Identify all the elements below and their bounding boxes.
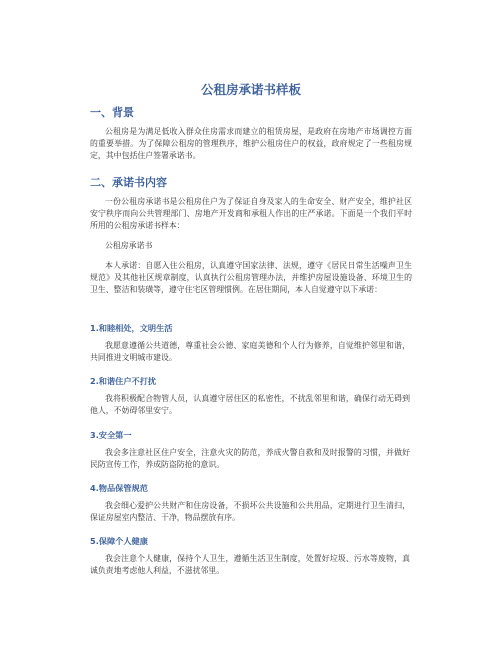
commitment-text-1: 我愿意遵循公共道德，尊重社会公德、家庭美德和个人行为修养，自觉维护邻里和谐，共同推进文明城市建设。 — [90, 341, 410, 363]
commitment-text-3: 我会多注意社区住户安全，注意火灾的防范，养成火警自救和及时报警的习惯，并做好民防宣传工作，养成防盗防抢的意识。 — [90, 448, 410, 470]
commitment-heading-3: 3.安全第一 — [90, 430, 132, 440]
pledge-paragraph: 本人承诺：自愿入住公租房，认真遵守国家法律、法规，遵守《居民日常生活噪声卫生规范》及其他社区规章制度，认真执行公租房管理办法，并维护房屋设施设备、环境卫生的卫生、整洁和装璜等，遵守住宅区管理惯例。在居住期间，本人自觉遵守以下承诺： — [90, 261, 412, 295]
commitment-text-5: 我会注意个人健康，保持个人卫生，遵循生活卫生制度，处置好垃圾、污水等废物，真诚负责地考虑他人利益，不滋扰邻里。 — [90, 554, 410, 576]
commitment-text-4: 我会细心爱护公共财产和住房设备，不损坏公共设施和公共用品，定期进行卫生清扫，保证房屋室内整洁、干净，物品摆放有序。 — [90, 501, 410, 523]
commitment-heading-4: 4.物品保管规范 — [90, 483, 148, 493]
background-paragraph: 公租房是为满足低收入群众住房需求而建立的租赁房屋，是政府在房地产市场调控方面的重要举措。为了保障公租房的管理秩序，维护公租房住户的权益，政府规定了一些租房规定，其中包括住户签署承诺书。 — [90, 127, 412, 161]
content-paragraph: 一份公租房承诺书是公租房住户为了保证自身及家人的生命安全、财产安全，维护社区安宁秩序而向公共管理部门、房地产开发商和承租人作出的庄严承诺。下面是一个我们平时所用的公租房承诺书样本： — [90, 197, 412, 231]
commitment-heading-5: 5.保障个人健康 — [90, 536, 148, 546]
commitment-heading-2: 2.和谐住户不打扰 — [90, 376, 157, 386]
sample-title: 公租房承诺书 — [105, 241, 153, 250]
section-heading-content: 二、承诺书内容 — [90, 176, 167, 189]
commitment-heading-1: 1.和睦相处，文明生活 — [90, 323, 173, 333]
section-heading-background: 一、背景 — [90, 106, 134, 119]
document-title: 公租房承诺书样板 — [200, 82, 301, 97]
commitment-text-2: 我将积极配合物管人员，认真遵守居住区的私密性，不扰乱邻里和谐，确保行动无碍到他人，不妨碍邻里安宁。 — [90, 394, 410, 416]
